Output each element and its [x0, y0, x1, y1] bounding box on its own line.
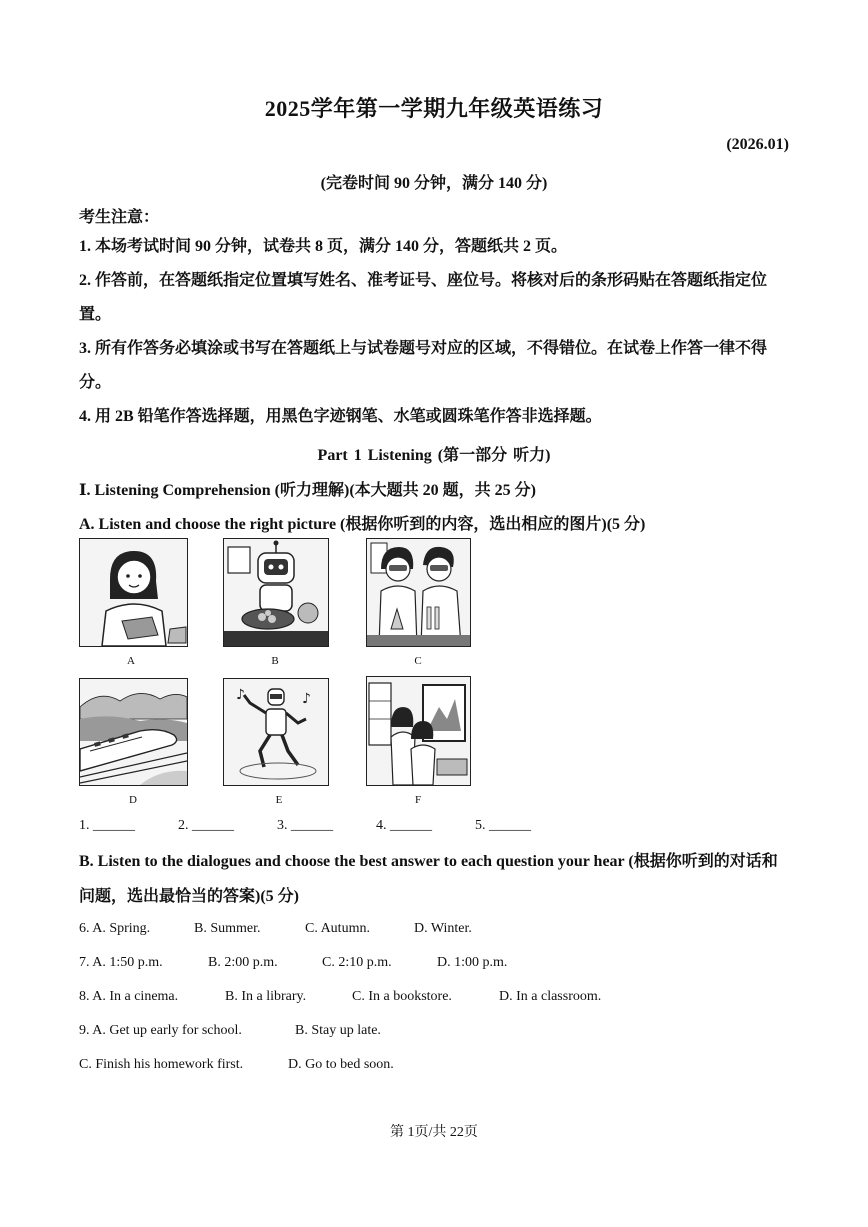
q8-option-b[interactable]: B. In a library. — [225, 989, 307, 1004]
notice-item-1: 1. 本场考试时间 90 分钟，试卷共 8 页，满分 140 分，答题纸共 2 页。 — [79, 238, 568, 255]
picture-f-label: F — [414, 794, 422, 806]
page-number: 第 1页/共 22页 — [390, 1125, 478, 1140]
picture-b — [223, 538, 329, 647]
picture-d — [79, 678, 188, 786]
dancing-robot-icon — [224, 679, 328, 785]
q7-option-a[interactable]: 7. A. 1:50 p.m. — [79, 955, 163, 970]
q8-option-c[interactable]: C. In a bookstore. — [352, 989, 452, 1004]
museum-visitors-icon — [367, 677, 470, 785]
q7-option-b[interactable]: B. 2:00 p.m. — [208, 955, 278, 970]
q6-option-b[interactable]: B. Summer. — [194, 921, 261, 936]
q6-option-a[interactable]: 6. A. Spring. — [79, 921, 151, 936]
section-a-heading: A. Listen and choose the right picture (根据你听到的内容，选出相应的图片)(5 分) — [79, 516, 646, 533]
q8-option-a[interactable]: 8. A. In a cinema. — [79, 989, 179, 1004]
q9-option-b[interactable]: B. Stay up late. — [295, 1023, 381, 1038]
answer-blank-4[interactable]: 4. ______ — [376, 818, 432, 833]
notice-item-2: 2. 作答前，在答题纸指定位置填写姓名、准考证号、座位号。将核对后的条形码贴在答题纸指定位置。 — [79, 272, 768, 323]
part1-heading: Part 1 Listening (第一部分 听力) — [317, 447, 551, 464]
picture-a — [79, 538, 188, 647]
answer-blank-3[interactable]: 3. ______ — [277, 818, 333, 833]
notice-heading: 考生注意： — [79, 209, 160, 226]
svg-text:♪: ♪ — [302, 691, 311, 707]
picture-c-label: C — [414, 655, 422, 667]
q9-option-d[interactable]: D. Go to bed soon. — [288, 1057, 394, 1072]
exam-subtitle: (完卷时间 90 分钟，满分 140 分) — [320, 175, 548, 192]
q7-option-c[interactable]: C. 2:10 p.m. — [322, 955, 392, 970]
q9-option-c[interactable]: C. Finish his homework first. — [79, 1057, 244, 1072]
picture-d-label: D — [129, 794, 137, 806]
answer-blank-1[interactable]: 1. ______ — [79, 818, 135, 833]
picture-e — [223, 678, 329, 786]
picture-f — [366, 676, 471, 786]
section-listening-comprehension: Ⅰ. Listening Comprehension (听力理解)(本大题共 20 题，共 25 分) — [79, 482, 536, 499]
q6-option-d[interactable]: D. Winter. — [414, 921, 472, 936]
notice-item-3: 3. 所有作答务必填涂或书写在答题纸上与试卷题号对应的区域，不得错位。在试卷上作答一律不得分。 — [79, 340, 768, 391]
notice-item-4: 4. 用 2B 铅笔作答选择题，用黑色字迹钢笔、水笔或圆珠笔作答非选择题。 — [79, 408, 602, 425]
svg-text:♪: ♪ — [236, 687, 245, 703]
high-speed-train-icon — [80, 679, 187, 785]
q6-option-c[interactable]: C. Autumn. — [305, 921, 370, 936]
page-title: 2025学年第一学期九年级英语练习 — [264, 96, 604, 121]
picture-e-label: E — [275, 794, 283, 806]
picture-c — [366, 538, 471, 647]
picture-a-label: A — [127, 655, 135, 667]
q9-option-a[interactable]: 9. A. Get up early for school. — [79, 1023, 242, 1038]
q7-option-d[interactable]: D. 1:00 p.m. — [437, 955, 508, 970]
picture-b-label: B — [271, 655, 279, 667]
q8-option-d[interactable]: D. In a classroom. — [499, 989, 602, 1004]
answer-blank-2[interactable]: 2. ______ — [178, 818, 234, 833]
answer-blanks — [79, 818, 574, 834]
scientists-lab-icon — [367, 539, 470, 646]
answer-blank-5[interactable]: 5. ______ — [475, 818, 531, 833]
section-b-heading: B. Listen to the dialogues and choose the best answer to each question your hear (根据你听到的对话和问题，选出最恰当的答案)(5 分) — [79, 853, 778, 905]
girl-cutting-paper-icon — [80, 539, 187, 646]
exam-date: (2026.01) — [726, 136, 789, 153]
robot-cooking-icon — [224, 539, 328, 646]
